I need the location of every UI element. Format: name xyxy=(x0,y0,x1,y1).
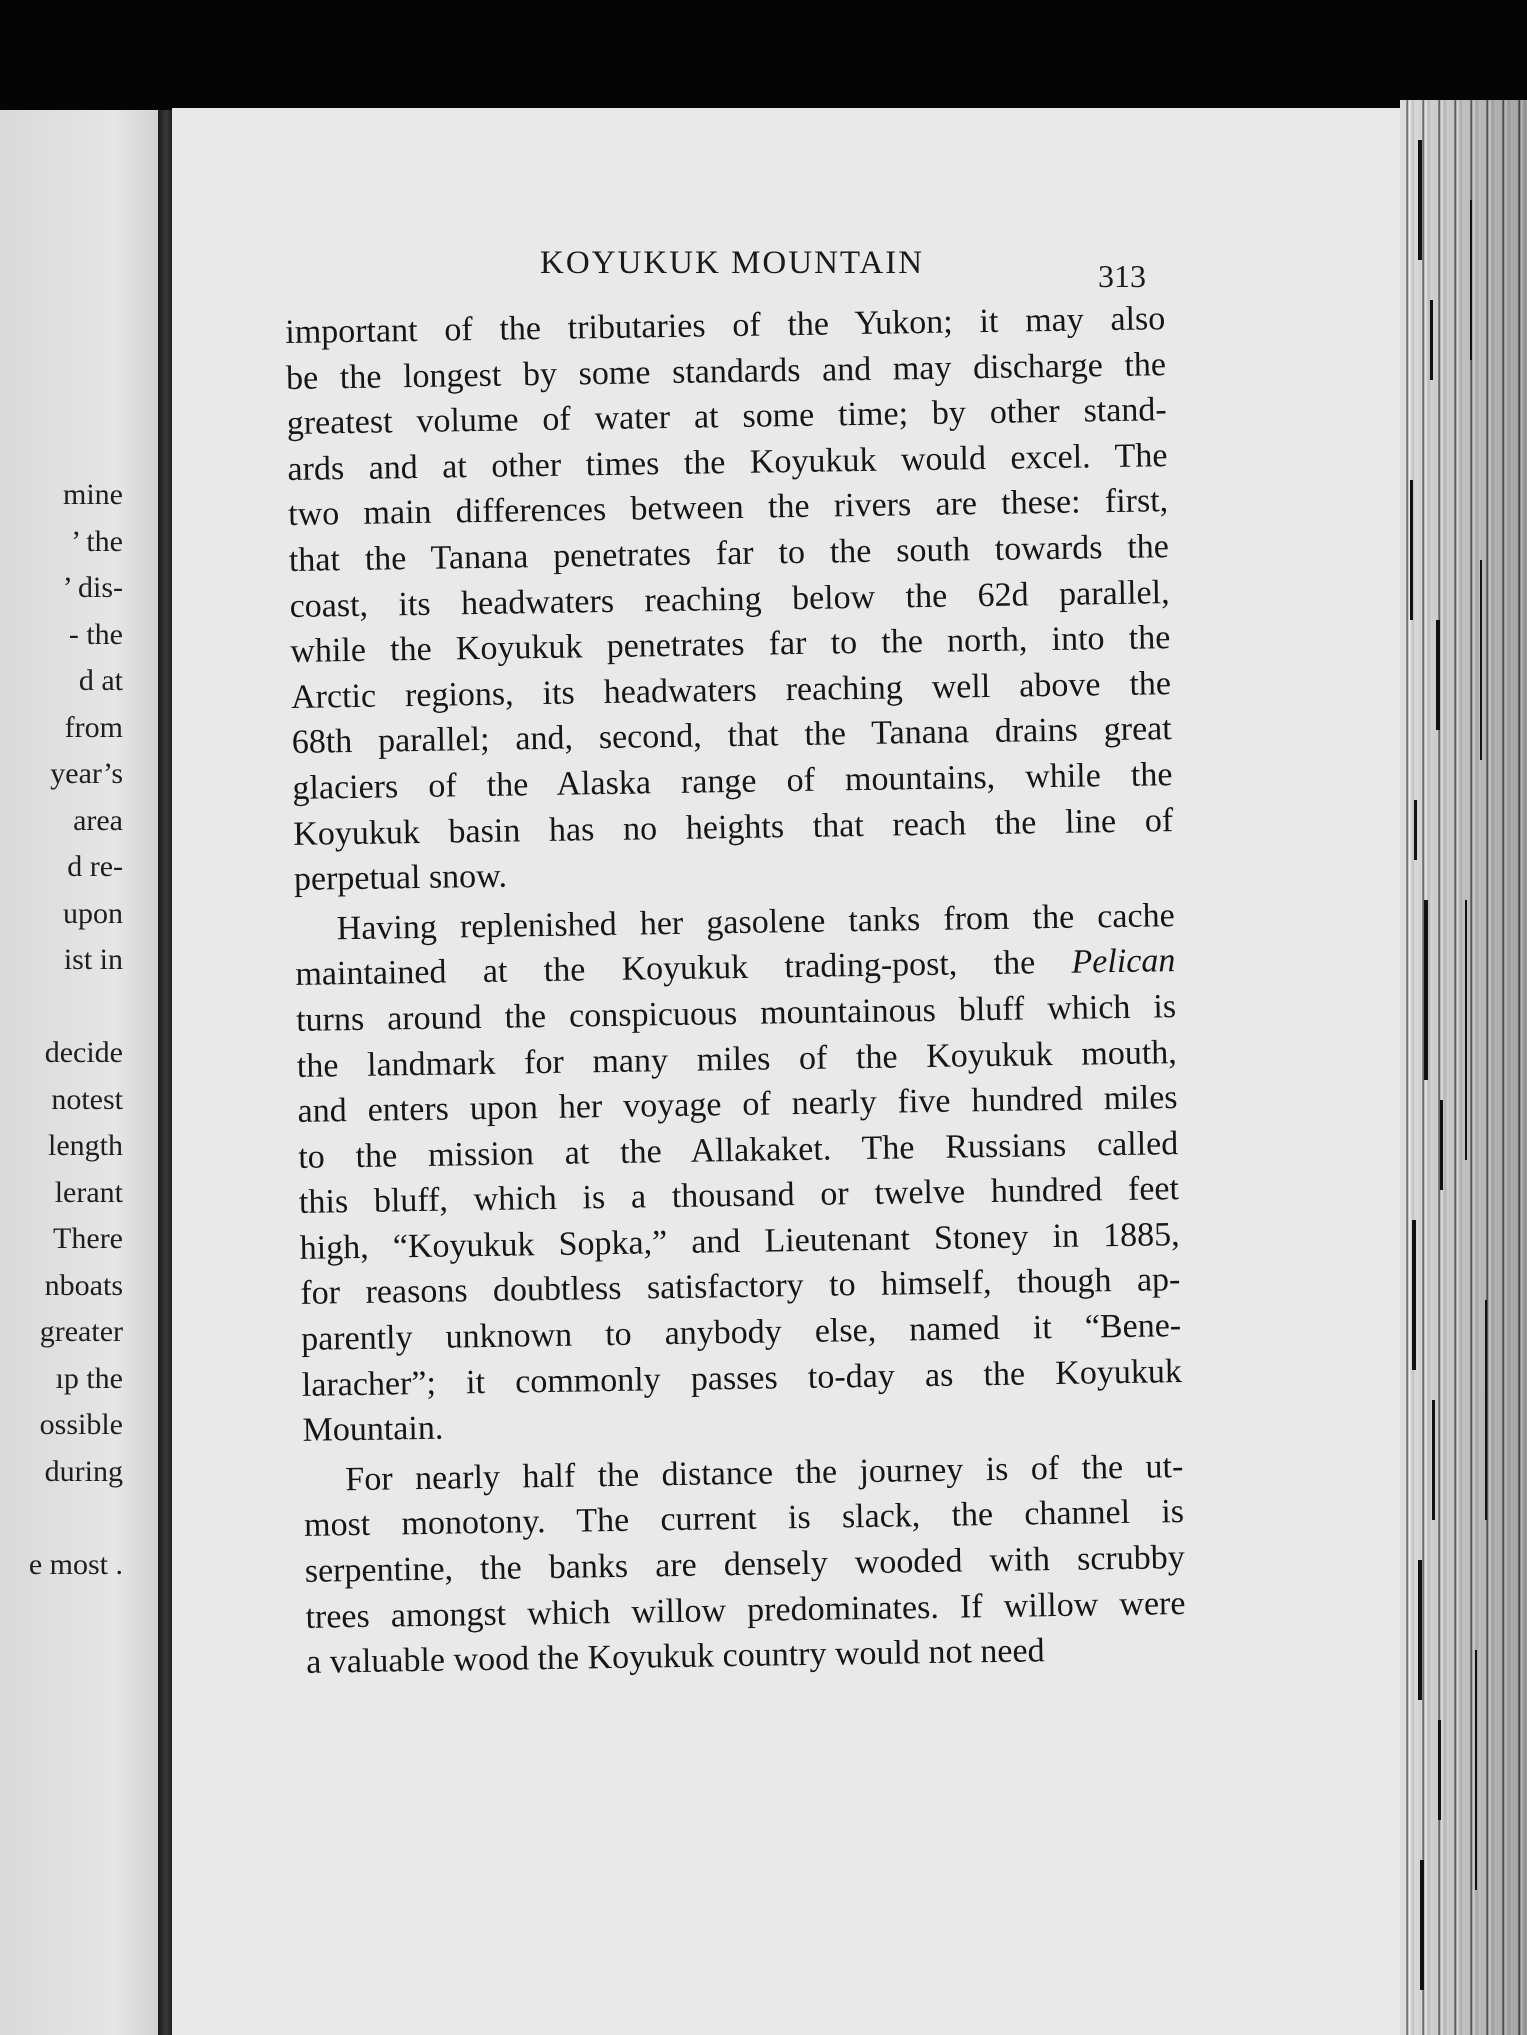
paragraph xyxy=(285,296,1174,902)
facing-page-line: notest xyxy=(51,1082,123,1116)
page-edge-mark xyxy=(1436,620,1440,730)
facing-page-line: ’ the xyxy=(71,524,123,558)
page-edge-mark xyxy=(1440,1100,1443,1190)
text-line: maintained at the Koyukuk trading-post, the Pelican xyxy=(295,942,1176,994)
text-line: greatest volume of water at some time; by other stand- xyxy=(286,391,1167,443)
facing-page-line: ist in xyxy=(63,943,123,976)
facing-page-line: nboats xyxy=(44,1268,123,1302)
page-edge-mark xyxy=(1432,1400,1435,1520)
facing-page-line: ıp the xyxy=(55,1361,123,1395)
page-edge-mark xyxy=(1414,800,1417,860)
text-line: and enters upon her voyage of nearly five hundred miles xyxy=(297,1079,1178,1130)
italic-word: Pelican xyxy=(1071,942,1176,982)
text-line: trees amongst which willow predominates. If willow were xyxy=(305,1584,1186,1636)
page-edge-mark xyxy=(1430,300,1433,380)
text-line: this bluff, which is a thousand or twelve hundred feet xyxy=(298,1170,1180,1222)
text-line: Mountain. xyxy=(302,1409,444,1450)
facing-page-line: area xyxy=(73,803,123,837)
text-line: Having replenished her gasolene tanks from the cache xyxy=(336,896,1175,947)
facing-page-line: d re- xyxy=(67,850,123,883)
page-edge-mark xyxy=(1420,1860,1424,1990)
page-edges-shade xyxy=(1400,100,1527,2035)
facing-page-line: lerant xyxy=(54,1175,123,1209)
text-line: coast, its headwaters reaching below the 62d parallel, xyxy=(289,573,1170,625)
text-line: perpetual snow. xyxy=(293,857,508,899)
page-number: 313 xyxy=(1098,258,1146,294)
page-edge-mark xyxy=(1438,1720,1441,1820)
text-line: For nearly half the distance the journey is of the ut- xyxy=(345,1447,1184,1499)
text-line: turns around the conspicuous mountainous bluff which is xyxy=(295,987,1177,1039)
text-line: two main differences between the rivers are these: first, xyxy=(287,482,1169,534)
page-edge-mark xyxy=(1465,900,1467,1160)
facing-page-line: There xyxy=(53,1222,123,1255)
body-text xyxy=(285,296,1187,1685)
text-line: while the Koyukuk penetrates far to the north, into the xyxy=(290,619,1171,671)
page-edge-mark xyxy=(1418,1560,1422,1700)
text-line: Arctic regions, its headwaters reaching well above the xyxy=(290,664,1172,716)
text-line: for reasons doubtless satisfactory to himself, though ap- xyxy=(300,1261,1181,1313)
page-edge-mark xyxy=(1485,1300,1487,1520)
text-line: important of the tributaries of the Yukon; it may also xyxy=(285,300,1166,351)
text-line: Koyukuk basin has no heights that reach the line of xyxy=(292,801,1174,853)
paragraph xyxy=(303,1444,1186,1686)
facing-page-line: ossible xyxy=(39,1408,123,1441)
facing-page-line: e most . xyxy=(28,1547,123,1581)
page-edge-mark xyxy=(1470,200,1472,360)
facing-page-line: greater xyxy=(39,1315,123,1348)
text-line: 68th parallel; and, second, that the Tanana drains great xyxy=(291,710,1172,762)
text-line: most monotony. The current is slack, the channel is xyxy=(303,1493,1185,1545)
text-line: to the mission at the Allakaket. The Russians called xyxy=(298,1124,1179,1176)
page-edge-mark xyxy=(1475,1650,1477,1890)
page-edge-mark xyxy=(1412,1220,1416,1370)
page-edge-mark xyxy=(1424,900,1428,1080)
facing-page-line: length xyxy=(48,1129,123,1162)
text-line: that the Tanana penetrates far to the south towards the xyxy=(288,528,1170,579)
page-edge-mark xyxy=(1418,140,1422,260)
facing-page xyxy=(0,110,165,2035)
text-line: laracher”; it commonly passes to-day as the Koyukuk xyxy=(301,1352,1183,1404)
facing-page-line: during xyxy=(44,1454,123,1488)
text-line: serpentine, the banks are densely wooded with scrubby xyxy=(304,1539,1185,1590)
facing-page-line: ’ dis- xyxy=(62,571,123,604)
facing-page-line: decide xyxy=(44,1036,123,1069)
text-line: a valuable wood the Koyukuk country would not need xyxy=(305,1632,1045,1682)
facing-page-line: year’s xyxy=(50,757,123,790)
text-line: the landmark for many miles of the Koyukuk mouth, xyxy=(296,1033,1178,1085)
page-edge-mark xyxy=(1480,560,1482,760)
text-line: high, “Koyukuk Sopka,” and Lieutenant Stoney in 1885, xyxy=(299,1215,1180,1267)
page-edge-mark xyxy=(1410,480,1413,620)
text-line: ards and at other times the Koyukuk would excel. The xyxy=(287,436,1168,488)
running-head: KOYUKUK MOUNTAIN xyxy=(540,245,925,281)
paragraph xyxy=(294,893,1182,1454)
text-line: parently unknown to anybody else, named it “Bene- xyxy=(300,1307,1182,1358)
facing-page-line: upon xyxy=(63,896,123,930)
facing-page-line: mine xyxy=(63,478,123,511)
text-line: be the longest by some standards and may discharge the xyxy=(285,345,1167,397)
facing-page-line: d at xyxy=(78,664,123,697)
text-line: glaciers of the Alaska range of mountains, while the xyxy=(292,756,1173,807)
facing-page-line: from xyxy=(64,710,123,744)
facing-page-line: - the xyxy=(68,617,123,651)
